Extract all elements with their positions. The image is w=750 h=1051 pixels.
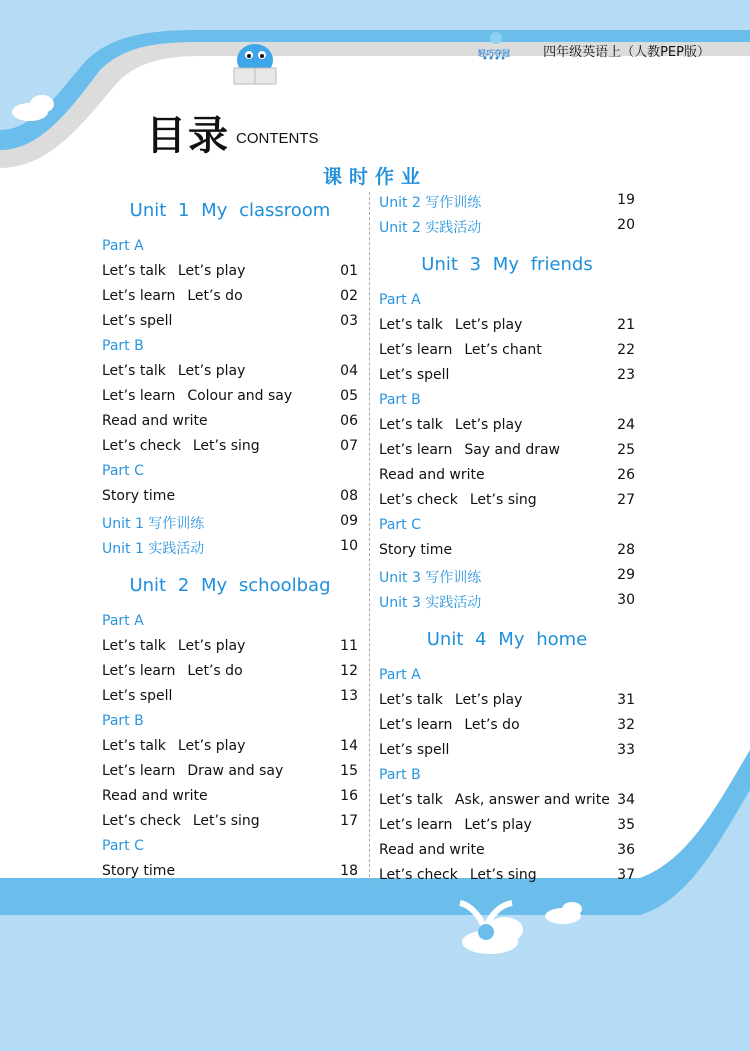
entry-title bbox=[379, 217, 481, 237]
entry-title-main: Let’s learn bbox=[379, 817, 453, 833]
entry-title-secondary: Let’s do bbox=[187, 288, 243, 304]
toc-entry bbox=[379, 592, 635, 614]
part-label bbox=[379, 517, 635, 539]
entry-title-main: Unit 3 实践活动 bbox=[379, 595, 482, 611]
entry-title bbox=[379, 492, 537, 508]
entry-title bbox=[102, 763, 283, 779]
unit-heading bbox=[379, 629, 635, 651]
entry-page-number: 30 bbox=[617, 592, 635, 608]
entry-page-number: 28 bbox=[617, 542, 635, 558]
toc-entry bbox=[102, 513, 358, 535]
entry-title bbox=[102, 788, 208, 804]
entry-page-number: 17 bbox=[340, 813, 358, 829]
entry-title-main: Let’s learn bbox=[102, 663, 176, 679]
toc-entry bbox=[102, 863, 358, 885]
book-title: 四年级英语上（人教PEP版） bbox=[543, 45, 710, 60]
entry-title-main: Story time bbox=[379, 542, 453, 558]
entry-page-number: 08 bbox=[340, 488, 358, 504]
toc-entry bbox=[102, 688, 358, 710]
entry-title-main: Let’s learn bbox=[379, 442, 453, 458]
entry-title-secondary: Say and draw bbox=[464, 442, 560, 458]
section-title: 课时作业 bbox=[322, 166, 427, 188]
toc-entry bbox=[379, 417, 635, 439]
entry-page-number: 13 bbox=[340, 688, 358, 704]
entry-page-number: 12 bbox=[340, 663, 358, 679]
entry-page-number: 05 bbox=[340, 388, 358, 404]
entry-title bbox=[102, 263, 245, 279]
entry-title-secondary: Let’s chant bbox=[464, 342, 542, 358]
entry-title bbox=[379, 592, 481, 612]
entry-title bbox=[379, 417, 522, 433]
entry-page-number: 03 bbox=[340, 313, 358, 329]
entry-title bbox=[102, 488, 175, 504]
toc-entry bbox=[102, 363, 358, 385]
entry-title-main: Let’s spell bbox=[102, 313, 173, 329]
toc-entry bbox=[379, 842, 635, 864]
toc-entry bbox=[102, 313, 358, 335]
entry-title bbox=[102, 688, 172, 704]
entry-page-number: 36 bbox=[617, 842, 635, 858]
part-label-text: Part B bbox=[102, 338, 144, 354]
entry-title bbox=[102, 638, 245, 654]
toc-entry bbox=[102, 813, 358, 835]
entry-page-number: 19 bbox=[617, 192, 635, 208]
entry-title bbox=[379, 692, 522, 708]
entry-title-main: Unit 2 实践活动 bbox=[379, 220, 482, 236]
toc-entry bbox=[102, 738, 358, 760]
entry-page-number: 35 bbox=[617, 817, 635, 833]
entry-title bbox=[102, 738, 245, 754]
entry-title-main: Let’s talk bbox=[102, 738, 166, 754]
part-label-text: Part A bbox=[379, 667, 421, 683]
entry-title bbox=[379, 542, 452, 558]
entry-title bbox=[379, 317, 522, 333]
toc-entry bbox=[102, 763, 358, 785]
entry-title-secondary: Let’s sing bbox=[192, 438, 260, 454]
toc-entry bbox=[102, 488, 358, 510]
entry-page-number: 34 bbox=[617, 792, 635, 808]
entry-title-secondary: Let’s do bbox=[464, 717, 520, 733]
toc-entry bbox=[102, 263, 358, 285]
entry-page-number: 37 bbox=[617, 867, 635, 883]
part-label bbox=[379, 292, 635, 314]
unit-heading-text: Unit 1 My classroom bbox=[129, 200, 331, 221]
entry-title-secondary: Let’s do bbox=[187, 663, 243, 679]
toc-entry bbox=[379, 342, 635, 364]
entry-title bbox=[102, 863, 175, 879]
toc-entry bbox=[102, 438, 358, 460]
entry-title-main: Unit 2 写作训练 bbox=[379, 195, 482, 211]
toc-entry bbox=[379, 867, 635, 889]
toc-entry bbox=[379, 192, 635, 214]
entry-title-secondary: Let’s play bbox=[177, 638, 246, 654]
entry-title bbox=[379, 717, 520, 733]
entry-title bbox=[102, 438, 260, 454]
entry-title-secondary: Let’s play bbox=[177, 263, 246, 279]
brand-name: 轻巧夺冠 bbox=[478, 49, 510, 58]
entry-title bbox=[379, 342, 542, 358]
part-label bbox=[379, 767, 635, 789]
entry-title bbox=[102, 813, 260, 829]
entry-page-number: 33 bbox=[617, 742, 635, 758]
entry-title-main: Story time bbox=[102, 863, 176, 879]
toc-entry bbox=[379, 492, 635, 514]
entry-title-secondary: Let’s sing bbox=[469, 492, 537, 508]
entry-page-number: 11 bbox=[340, 638, 358, 654]
toc-entry bbox=[102, 788, 358, 810]
entry-title bbox=[102, 538, 204, 558]
entry-page-number: 23 bbox=[617, 367, 635, 383]
entry-title bbox=[379, 867, 537, 883]
entry-title-main: Let’s talk bbox=[379, 692, 443, 708]
toc-entry bbox=[379, 367, 635, 389]
part-label bbox=[379, 392, 635, 414]
entry-title-main: Let’s talk bbox=[379, 317, 443, 333]
entry-title-main: Let’s talk bbox=[379, 792, 443, 808]
toc-entry bbox=[379, 567, 635, 589]
unit-heading-text: Unit 3 My friends bbox=[421, 254, 593, 275]
toc-entry bbox=[379, 467, 635, 489]
toc-entry bbox=[379, 217, 635, 239]
entry-title-secondary: Ask, answer and write bbox=[454, 792, 610, 808]
toc-entry bbox=[379, 542, 635, 564]
entry-title bbox=[379, 567, 481, 587]
entry-title-main: Let’s spell bbox=[379, 367, 450, 383]
entry-title bbox=[102, 663, 243, 679]
entry-page-number: 27 bbox=[617, 492, 635, 508]
entry-title-secondary: Let’s play bbox=[454, 692, 523, 708]
part-label-text: Part C bbox=[102, 838, 144, 854]
entry-page-number: 04 bbox=[340, 363, 358, 379]
part-label bbox=[102, 338, 358, 360]
part-label bbox=[379, 667, 635, 689]
unit-heading-text: Unit 4 My home bbox=[426, 629, 588, 650]
entry-title bbox=[379, 792, 610, 808]
entry-title-secondary: Let’s play bbox=[464, 817, 532, 833]
part-label-text: Part B bbox=[379, 392, 421, 408]
toc-entry bbox=[102, 638, 358, 660]
entry-page-number: 18 bbox=[340, 863, 358, 879]
entry-title-main: Read and write bbox=[102, 788, 208, 804]
part-label-text: Part A bbox=[102, 613, 144, 629]
unit-heading bbox=[379, 254, 635, 276]
toc-entry bbox=[379, 792, 635, 814]
entry-title-main: Unit 1 写作训练 bbox=[102, 516, 205, 532]
toc-entry bbox=[102, 413, 358, 435]
entry-title-main: Let’s spell bbox=[379, 742, 450, 758]
entry-title-main: Read and write bbox=[379, 842, 485, 858]
entry-page-number: 32 bbox=[617, 717, 635, 733]
toc-entry bbox=[379, 317, 635, 339]
entry-title-main: Unit 1 实践活动 bbox=[102, 541, 205, 557]
part-label bbox=[102, 463, 358, 485]
toc-entry bbox=[102, 538, 358, 560]
entry-title bbox=[379, 817, 532, 833]
entry-title-main: Let’s talk bbox=[102, 638, 166, 654]
entry-title-secondary: Let’s play bbox=[177, 363, 246, 379]
part-label-text: Part A bbox=[379, 292, 421, 308]
entry-page-number: 01 bbox=[340, 263, 358, 279]
entry-title-secondary: Let’s play bbox=[177, 738, 246, 754]
part-label-text: Part C bbox=[379, 517, 421, 533]
unit-heading bbox=[102, 575, 358, 597]
entry-title-main: Let’s spell bbox=[102, 688, 173, 704]
unit-heading-text: Unit 2 My schoolbag bbox=[129, 575, 331, 596]
entry-title-secondary: Draw and say bbox=[187, 763, 284, 779]
entry-title-main: Let’s check bbox=[379, 867, 458, 883]
part-label bbox=[102, 838, 358, 860]
column-divider bbox=[369, 192, 370, 882]
page-title: 目录 bbox=[146, 113, 230, 159]
entry-title bbox=[102, 288, 243, 304]
entry-title-main: Story time bbox=[102, 488, 176, 504]
entry-title-main: Let’s learn bbox=[102, 288, 176, 304]
entry-title-main: Let’s talk bbox=[102, 263, 166, 279]
entry-title bbox=[379, 467, 485, 483]
entry-page-number: 16 bbox=[340, 788, 358, 804]
entry-page-number: 20 bbox=[617, 217, 635, 233]
entry-title-main: Let’s talk bbox=[102, 363, 166, 379]
part-label-text: Part B bbox=[379, 767, 421, 783]
toc-entry bbox=[102, 388, 358, 410]
entry-title bbox=[379, 367, 449, 383]
toc-entry bbox=[379, 742, 635, 764]
entry-title-main: Let’s check bbox=[102, 438, 181, 454]
entry-title bbox=[102, 413, 208, 429]
page-subtitle: CONTENTS bbox=[236, 130, 319, 147]
entry-title-main: Let’s talk bbox=[379, 417, 443, 433]
entry-page-number: 09 bbox=[340, 513, 358, 529]
part-label-text: Part B bbox=[102, 713, 144, 729]
entry-title-secondary: Let’s play bbox=[454, 417, 523, 433]
toc-entry bbox=[102, 663, 358, 685]
toc-entry bbox=[379, 692, 635, 714]
entry-title bbox=[379, 192, 481, 212]
entry-title-main: Unit 3 写作训练 bbox=[379, 570, 482, 586]
entry-page-number: 21 bbox=[617, 317, 635, 333]
entry-title-secondary: Let’s sing bbox=[192, 813, 260, 829]
toc-entry bbox=[379, 817, 635, 839]
entry-title bbox=[379, 842, 485, 858]
entry-page-number: 07 bbox=[340, 438, 358, 454]
entry-page-number: 26 bbox=[617, 467, 635, 483]
part-label bbox=[102, 613, 358, 635]
unit-heading bbox=[102, 200, 358, 222]
part-label bbox=[102, 238, 358, 260]
toc-entry bbox=[102, 288, 358, 310]
entry-title-secondary: Let’s play bbox=[454, 317, 523, 333]
entry-title-main: Let’s learn bbox=[379, 342, 453, 358]
entry-page-number: 06 bbox=[340, 413, 358, 429]
entry-page-number: 24 bbox=[617, 417, 635, 433]
part-label-text: Part C bbox=[102, 463, 144, 479]
entry-title bbox=[379, 442, 560, 458]
entry-title-main: Let’s learn bbox=[102, 388, 176, 404]
entry-title bbox=[102, 513, 204, 533]
entry-title bbox=[102, 363, 245, 379]
toc-entry bbox=[379, 717, 635, 739]
entry-title-main: Let’s check bbox=[379, 492, 458, 508]
entry-title-main: Read and write bbox=[379, 467, 485, 483]
entry-title-main: Let’s check bbox=[102, 813, 181, 829]
entry-title-main: Let’s learn bbox=[379, 717, 453, 733]
entry-title-main: Read and write bbox=[102, 413, 208, 429]
entry-page-number: 31 bbox=[617, 692, 635, 708]
entry-page-number: 29 bbox=[617, 567, 635, 583]
entry-page-number: 02 bbox=[340, 288, 358, 304]
entry-page-number: 14 bbox=[340, 738, 358, 754]
entry-page-number: 15 bbox=[340, 763, 358, 779]
entry-title-main: Let’s learn bbox=[102, 763, 176, 779]
entry-title-secondary: Let’s sing bbox=[469, 867, 537, 883]
entry-page-number: 10 bbox=[340, 538, 358, 554]
entry-page-number: 22 bbox=[617, 342, 635, 358]
toc-entry bbox=[379, 442, 635, 464]
entry-title bbox=[102, 388, 292, 404]
part-label-text: Part A bbox=[102, 238, 144, 254]
part-label bbox=[102, 713, 358, 735]
entry-title-secondary: Colour and say bbox=[187, 388, 293, 404]
entry-title bbox=[379, 742, 449, 758]
entry-title bbox=[102, 313, 172, 329]
entry-page-number: 25 bbox=[617, 442, 635, 458]
